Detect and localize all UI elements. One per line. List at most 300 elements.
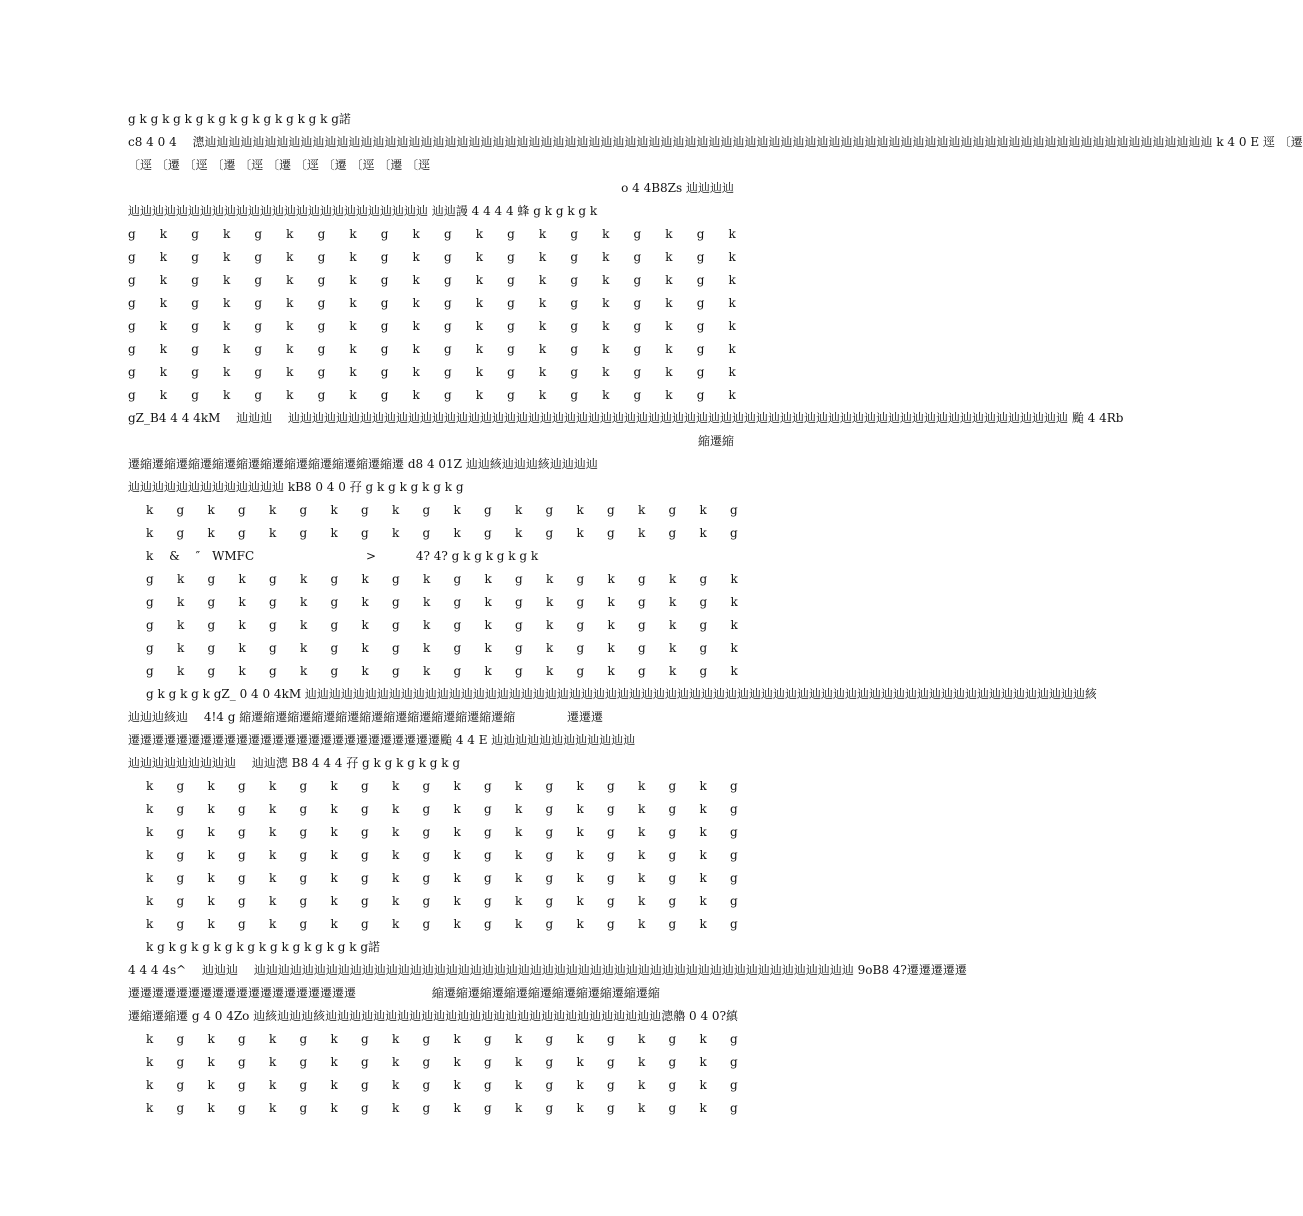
text-line: 辿辿辿絯辿 4!4 g 縮遷縮遷縮遷縮遷縮遷縮遷縮遷縮遷縮遷縮遷縮遷縮 遷遷遷: [128, 710, 604, 724]
grid-letter: k: [699, 848, 707, 862]
text-line: 辿辿辿辿辿辿辿辿辿辿辿辿辿辿辿辿辿辿辿辿辿辿辿辿辿 辿辿謾 4 4 4 4 蜂 g k g k g k: [128, 204, 598, 218]
grid-letter: k: [730, 572, 738, 586]
text-line: [146, 500, 738, 520]
grid-letter: k: [475, 342, 484, 356]
grid-letter: g: [638, 572, 646, 586]
grid-letter: g: [380, 388, 389, 402]
grid-letter: g: [730, 802, 738, 816]
grid-letter: k: [515, 1055, 523, 1069]
grid-letter: g: [545, 526, 554, 540]
grid-letter: g: [238, 871, 246, 885]
grid-letter: g: [484, 802, 492, 816]
grid-letter: k: [422, 572, 431, 586]
grid-letter: k: [638, 526, 646, 540]
grid-letter: g: [191, 388, 199, 402]
grid-letter: k: [238, 595, 246, 609]
text-line: [146, 523, 738, 543]
grid-letter: g: [545, 871, 554, 885]
grid-letter: g: [607, 503, 615, 517]
grid-letter: k: [159, 296, 168, 310]
grid-letter: g: [422, 1078, 431, 1092]
grid-letter: k: [286, 227, 294, 241]
text-line: 4 4 4 4s^ 辿辿辿 辿辿辿辿辿辿辿辿辿辿辿辿辿辿辿辿辿辿辿辿辿辿辿辿辿辿辿辿辿辿辿辿辿辿辿辿辿辿辿辿辿辿辿辿辿辿辿辿辿辿 9oB8 4?遷遷遷遷遷: [128, 963, 967, 977]
grid-letter: k: [159, 273, 168, 287]
grid-letter: k: [146, 1078, 154, 1092]
grid-letter: g: [269, 572, 277, 586]
grid-letter: g: [238, 825, 246, 839]
grid-letter: k: [665, 342, 673, 356]
grid-letter: g: [730, 894, 738, 908]
grid-letter: k: [515, 825, 523, 839]
grid-letter: k: [269, 1078, 277, 1092]
grid-letter: g: [238, 848, 246, 862]
grid-letter: k: [602, 227, 610, 241]
grid-letter: g: [570, 365, 578, 379]
grid-letter: k: [453, 871, 461, 885]
grid-letter: k: [207, 894, 215, 908]
grid-letter: k: [146, 1101, 154, 1115]
grid-letter: g: [238, 802, 246, 816]
grid-letter: g: [730, 871, 738, 885]
grid-letter: k: [453, 1078, 461, 1092]
text-line: [146, 822, 738, 842]
text-line: [146, 799, 738, 819]
grid-letter: g: [238, 1055, 246, 1069]
grid-letter: k: [207, 503, 215, 517]
grid-letter: k: [207, 825, 215, 839]
grid-letter: k: [453, 802, 461, 816]
grid-letter: k: [484, 641, 492, 655]
grid-letter: g: [507, 296, 515, 310]
grid-letter: g: [484, 503, 492, 517]
grid-letter: k: [330, 1101, 338, 1115]
grid-letter: g: [330, 595, 339, 609]
grid-letter: k: [453, 1032, 461, 1046]
grid-letter: g: [128, 342, 136, 356]
grid-letter: g: [317, 250, 326, 264]
text-line: [128, 362, 736, 382]
grid-letter: g: [453, 572, 462, 586]
grid-letter: k: [576, 1055, 584, 1069]
grid-letter: g: [299, 1032, 308, 1046]
text-line: [146, 914, 738, 934]
grid-letter: g: [545, 1032, 554, 1046]
grid-letter: k: [176, 641, 185, 655]
grid-letter: k: [665, 319, 673, 333]
grid-letter: g: [422, 871, 431, 885]
grid-letter: g: [380, 250, 389, 264]
grid-letter: k: [392, 848, 400, 862]
grid-letter: k: [361, 572, 369, 586]
grid-letter: k: [146, 825, 154, 839]
text-line: [146, 592, 738, 612]
grid-letter: g: [633, 296, 642, 310]
grid-letter: k: [638, 848, 646, 862]
grid-letter: g: [607, 848, 615, 862]
grid-letter: k: [392, 1032, 400, 1046]
grid-letter: g: [176, 802, 185, 816]
grid-letter: g: [361, 526, 369, 540]
grid-letter: k: [538, 319, 547, 333]
grid-letter: g: [507, 342, 515, 356]
grid-letter: g: [484, 1101, 492, 1115]
grid-letter: k: [349, 319, 357, 333]
grid-letter: g: [576, 618, 585, 632]
grid-letter: g: [380, 342, 389, 356]
grid-letter: g: [633, 273, 642, 287]
grid-letter: k: [159, 388, 168, 402]
grid-letter: g: [254, 250, 263, 264]
grid-letter: g: [176, 1101, 185, 1115]
grid-letter: g: [422, 1101, 431, 1115]
grid-letter: g: [392, 595, 400, 609]
grid-letter: g: [330, 572, 339, 586]
grid-letter: k: [699, 526, 707, 540]
grid-letter: g: [422, 779, 431, 793]
grid-letter: k: [299, 664, 308, 678]
grid-letter: k: [602, 319, 610, 333]
grid-letter: g: [545, 802, 554, 816]
grid-letter: k: [146, 848, 154, 862]
grid-letter: g: [696, 388, 705, 402]
grid-letter: g: [545, 1078, 554, 1092]
grid-letter: k: [699, 917, 707, 931]
grid-letter: k: [576, 1101, 584, 1115]
grid-letter: k: [453, 848, 461, 862]
grid-letter: k: [146, 894, 154, 908]
grid-letter: g: [696, 342, 705, 356]
text-line: 遷縮遷縮遷縮遷縮遷縮遷縮遷縮遷縮遷縮遷縮遷縮遷 d8 4 01Z 辿辿絯辿辿辿絯辿辿辿辿: [128, 457, 598, 471]
grid-letter: k: [269, 848, 277, 862]
grid-letter: k: [238, 664, 246, 678]
grid-letter: g: [238, 526, 246, 540]
grid-letter: g: [191, 273, 199, 287]
grid-letter: k: [668, 664, 677, 678]
grid-letter: k: [728, 273, 736, 287]
grid-letter: k: [545, 572, 554, 586]
grid-letter: k: [286, 250, 294, 264]
grid-letter: g: [317, 388, 326, 402]
grid-letter: g: [668, 825, 677, 839]
grid-letter: k: [638, 1032, 646, 1046]
grid-letter: k: [349, 365, 357, 379]
grid-letter: k: [515, 1032, 523, 1046]
grid-letter: k: [238, 641, 246, 655]
grid-letter: g: [361, 848, 369, 862]
grid-letter: g: [607, 917, 615, 931]
grid-letter: g: [507, 250, 515, 264]
grid-letter: k: [330, 848, 338, 862]
grid-letter: g: [146, 664, 154, 678]
grid-letter: k: [349, 342, 357, 356]
grid-letter: g: [484, 1078, 492, 1092]
grid-letter: k: [330, 779, 338, 793]
grid-letter: k: [576, 1078, 584, 1092]
text-line: [128, 316, 736, 336]
grid-letter: g: [380, 319, 389, 333]
text-line: 遷遷遷遷遷遷遷遷遷遷遷遷遷遷遷遷遷遷遷遷遷遷遷遷遷遷颱 4 4 E 辿辿辿辿辿辿辿辿辿辿辿辿: [128, 733, 636, 747]
grid-letter: k: [607, 595, 615, 609]
grid-letter: g: [361, 1078, 369, 1092]
grid-letter: k: [176, 664, 185, 678]
grid-letter: g: [238, 503, 246, 517]
grid-letter: g: [254, 365, 263, 379]
grid-letter: g: [238, 1101, 246, 1115]
grid-letter: g: [607, 526, 615, 540]
grid-letter: k: [269, 894, 277, 908]
grid-letter: g: [317, 296, 326, 310]
grid-letter: g: [207, 641, 216, 655]
grid-letter: g: [176, 848, 185, 862]
grid-letter: k: [576, 894, 584, 908]
grid-letter: g: [392, 572, 400, 586]
grid-letter: k: [330, 871, 338, 885]
grid-letter: g: [730, 1078, 738, 1092]
text-line: [146, 1075, 738, 1095]
grid-letter: k: [638, 1078, 646, 1092]
grid-letter: g: [453, 664, 462, 678]
grid-letter: k: [286, 365, 294, 379]
grid-letter: k: [602, 250, 610, 264]
grid-letter: g: [545, 1101, 554, 1115]
grid-letter: k: [207, 871, 215, 885]
grid-letter: k: [607, 664, 615, 678]
grid-letter: g: [392, 641, 400, 655]
grid-letter: g: [699, 572, 708, 586]
grid-letter: k: [392, 1101, 400, 1115]
grid-letter: g: [484, 917, 492, 931]
grid-letter: k: [207, 526, 215, 540]
grid-letter: k: [299, 641, 308, 655]
grid-letter: k: [453, 1055, 461, 1069]
grid-letter: g: [699, 664, 708, 678]
grid-letter: g: [545, 779, 554, 793]
text-line: [146, 569, 738, 589]
text-line: k g k g k g k g k g k g k g k g k g k g諾: [146, 940, 381, 954]
grid-letter: k: [699, 503, 707, 517]
grid-letter: k: [699, 779, 707, 793]
grid-letter: k: [269, 825, 277, 839]
grid-letter: g: [507, 319, 515, 333]
grid-letter: k: [207, 1055, 215, 1069]
grid-letter: g: [269, 641, 277, 655]
grid-letter: k: [607, 618, 615, 632]
grid-letter: g: [607, 871, 615, 885]
grid-letter: g: [330, 641, 339, 655]
grid-letter: g: [392, 618, 400, 632]
grid-letter: k: [238, 572, 246, 586]
grid-letter: k: [299, 572, 308, 586]
text-line: [128, 339, 736, 359]
grid-letter: k: [668, 572, 677, 586]
grid-letter: g: [484, 526, 492, 540]
grid-letter: g: [128, 273, 136, 287]
grid-letter: k: [207, 1032, 215, 1046]
text-line: [146, 638, 738, 658]
grid-letter: g: [515, 641, 523, 655]
grid-letter: g: [638, 595, 646, 609]
grid-letter: g: [699, 641, 708, 655]
grid-letter: g: [422, 802, 431, 816]
grid-letter: k: [422, 618, 431, 632]
grid-letter: g: [545, 917, 554, 931]
grid-letter: k: [545, 641, 554, 655]
grid-letter: g: [191, 342, 199, 356]
grid-letter: g: [254, 296, 263, 310]
grid-letter: k: [330, 1055, 338, 1069]
grid-letter: k: [665, 365, 673, 379]
grid-letter: g: [515, 595, 523, 609]
grid-letter: k: [484, 572, 492, 586]
grid-letter: g: [696, 273, 705, 287]
grid-letter: k: [515, 526, 523, 540]
grid-letter: k: [392, 825, 400, 839]
grid-letter: g: [254, 227, 263, 241]
grid-letter: g: [507, 273, 515, 287]
grid-letter: g: [730, 1032, 738, 1046]
text-line: [146, 615, 738, 635]
grid-letter: k: [576, 802, 584, 816]
grid-letter: g: [238, 917, 246, 931]
grid-letter: g: [191, 250, 199, 264]
grid-letter: g: [380, 365, 389, 379]
grid-letter: k: [538, 227, 547, 241]
grid-letter: k: [728, 296, 736, 310]
grid-letter: g: [207, 664, 216, 678]
grid-letter: g: [128, 250, 136, 264]
grid-letter: k: [638, 802, 646, 816]
grid-letter: k: [422, 595, 431, 609]
text-line: g k g k g k gZ_ 0 4 0 4kM 辿辿辿辿辿辿辿辿辿辿辿辿辿辿辿辿辿辿辿辿辿辿辿辿辿辿辿辿辿辿辿辿辿辿辿辿辿辿辿辿辿辿辿辿辿辿辿辿辿辿辿辿辿辿辿辿辿辿辿辿辿辿辿辿辿絯: [146, 687, 1097, 701]
grid-letter: k: [222, 388, 231, 402]
grid-letter: k: [412, 365, 420, 379]
grid-letter: g: [607, 802, 615, 816]
grid-letter: g: [484, 1055, 492, 1069]
text-line: [128, 270, 736, 290]
grid-letter: k: [699, 894, 707, 908]
grid-letter: k: [475, 388, 484, 402]
grid-letter: g: [545, 503, 554, 517]
grid-letter: g: [668, 1055, 677, 1069]
grid-letter: g: [317, 365, 326, 379]
grid-letter: g: [633, 250, 642, 264]
grid-letter: k: [602, 342, 610, 356]
grid-letter: k: [668, 618, 677, 632]
grid-letter: g: [545, 825, 554, 839]
grid-letter: g: [668, 871, 677, 885]
grid-letter: g: [299, 1055, 308, 1069]
grid-letter: g: [484, 825, 492, 839]
grid-letter: g: [176, 917, 185, 931]
grid-letter: g: [515, 664, 523, 678]
grid-letter: g: [146, 641, 154, 655]
grid-letter: k: [576, 1032, 584, 1046]
grid-letter: g: [361, 802, 369, 816]
grid-letter: g: [607, 1078, 615, 1092]
grid-letter: k: [515, 848, 523, 862]
grid-letter: k: [515, 917, 523, 931]
grid-letter: k: [176, 618, 185, 632]
grid-letter: k: [576, 825, 584, 839]
grid-letter: g: [238, 1078, 246, 1092]
grid-letter: k: [538, 273, 547, 287]
grid-letter: k: [699, 1032, 707, 1046]
grid-letter: k: [269, 871, 277, 885]
grid-letter: g: [699, 618, 708, 632]
grid-letter: k: [638, 871, 646, 885]
grid-letter: g: [576, 641, 585, 655]
grid-letter: g: [299, 779, 308, 793]
text-line: o 4 4B8Zs 辿辿辿辿: [621, 181, 734, 195]
text-line: [146, 1052, 738, 1072]
grid-letter: g: [696, 296, 705, 310]
grid-letter: g: [299, 917, 308, 931]
grid-letter: g: [254, 273, 263, 287]
grid-letter: k: [728, 388, 736, 402]
grid-letter: g: [361, 1032, 369, 1046]
grid-letter: k: [330, 894, 338, 908]
grid-letter: k: [207, 848, 215, 862]
grid-letter: k: [330, 917, 338, 931]
grid-letter: k: [146, 917, 154, 931]
grid-letter: g: [730, 1055, 738, 1069]
grid-letter: k: [286, 388, 294, 402]
grid-letter: g: [176, 1032, 185, 1046]
grid-letter: g: [730, 1101, 738, 1115]
grid-letter: g: [570, 388, 578, 402]
grid-letter: k: [638, 917, 646, 931]
grid-letter: g: [422, 503, 431, 517]
grid-letter: k: [222, 365, 231, 379]
grid-letter: g: [484, 848, 492, 862]
grid-letter: g: [238, 779, 246, 793]
grid-letter: g: [545, 894, 554, 908]
grid-letter: k: [392, 894, 400, 908]
grid-letter: k: [412, 250, 420, 264]
grid-letter: g: [146, 595, 154, 609]
text-line: [146, 1029, 738, 1049]
grid-letter: g: [576, 664, 585, 678]
text-line: [146, 868, 738, 888]
grid-letter: g: [570, 319, 578, 333]
grid-letter: k: [146, 1032, 154, 1046]
grid-letter: k: [730, 664, 738, 678]
grid-letter: g: [299, 1101, 308, 1115]
grid-letter: g: [299, 802, 308, 816]
grid-letter: k: [330, 1032, 338, 1046]
grid-letter: g: [317, 319, 326, 333]
text-line: [146, 1098, 738, 1118]
grid-letter: k: [638, 1101, 646, 1115]
grid-letter: g: [484, 1032, 492, 1046]
grid-letter: k: [286, 296, 294, 310]
grid-letter: k: [159, 319, 168, 333]
grid-letter: k: [222, 227, 231, 241]
grid-letter: k: [146, 1055, 154, 1069]
grid-letter: k: [422, 664, 431, 678]
grid-letter: k: [576, 917, 584, 931]
grid-letter: k: [638, 894, 646, 908]
grid-letter: g: [176, 825, 185, 839]
grid-letter: g: [443, 227, 452, 241]
grid-letter: g: [176, 894, 185, 908]
grid-letter: g: [607, 825, 615, 839]
grid-letter: k: [361, 618, 369, 632]
grid-letter: g: [299, 848, 308, 862]
grid-letter: g: [515, 618, 523, 632]
grid-letter: k: [392, 871, 400, 885]
grid-letter: k: [146, 871, 154, 885]
